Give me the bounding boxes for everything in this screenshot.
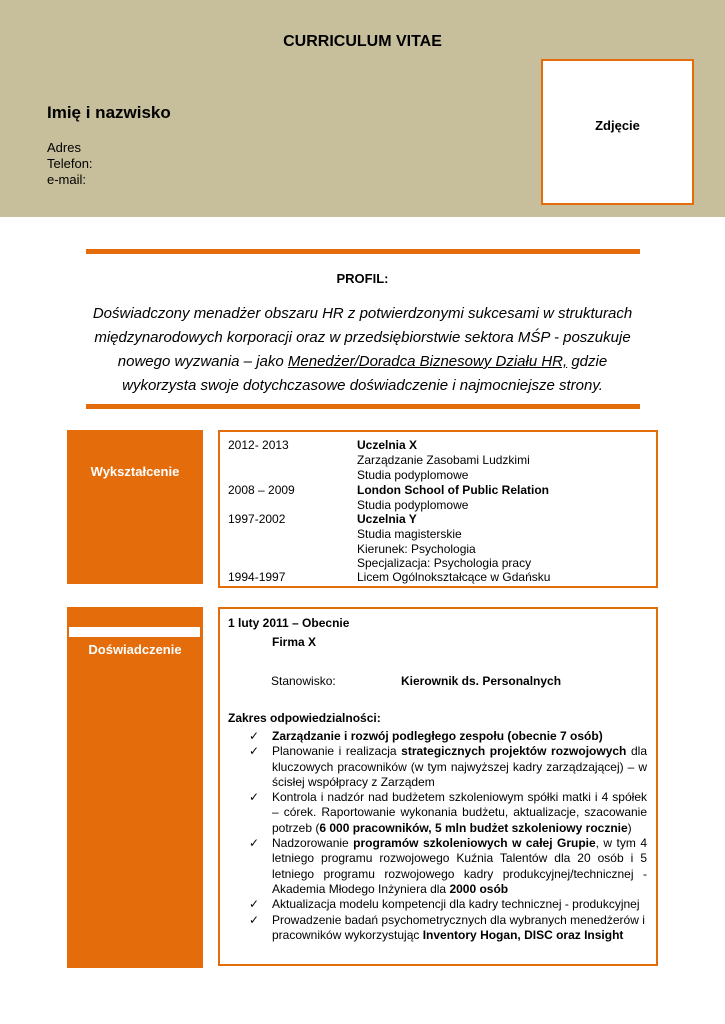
duties-list (245, 729, 647, 943)
education-school: Uczelnia Y (357, 512, 417, 526)
duty-text: dla kluczowych pracowników (w tym najwyższej kadry zarządzającej) – w ścisłej współpracy z Zarządem (272, 744, 647, 789)
duty-text: Prowadzenie badań psychometrycznych dla wybranych menedżerów i pracowników wykorzystując (272, 912, 645, 942)
duty-text: Zarządzanie i rozwój podległego zespołu (obecnie 7 osób) (272, 729, 603, 743)
position-value: Kierownik ds. Personalnych (401, 674, 562, 688)
education-detail: Specjalizacja: Psychologia pracy (357, 556, 532, 570)
phone-label: Telefon: (47, 156, 93, 171)
duty-item (245, 790, 647, 836)
education-school: London School of Public Relation (357, 483, 549, 497)
duty-text-bold: 6 000 pracowników, 5 mln budżet szkoleniowy rocznie (319, 820, 628, 835)
check-icon: ✓ (249, 790, 260, 805)
duty-text-bold: programów szkoleniowych w całej Grupie (353, 836, 596, 851)
check-icon: ✓ (249, 744, 260, 759)
profile-text-target-role: Menedżer/Doradca Biznesowy Działu HR, (287, 353, 568, 370)
experience-company: Firma X (272, 635, 317, 649)
education-date: 2008 – 2009 (228, 483, 295, 497)
duties-heading: Zakres odpowiedzialności: (228, 711, 381, 725)
experience-period: 1 luty 2011 – Obecnie (228, 616, 350, 630)
photo-placeholder (541, 59, 694, 205)
address-label: Adres (47, 140, 81, 155)
candidate-name: Imię i nazwisko (47, 103, 171, 122)
experience-side-panel (67, 607, 203, 968)
duty-text-bold: 2000 osób (449, 881, 509, 896)
duty-text-bold: Inventory Hogan, DISC oraz Insight (422, 927, 624, 942)
photo-label: Zdjęcie (595, 118, 640, 133)
duty-text: Planowanie i realizacja (272, 744, 402, 759)
duty-text: , w tym 4 letniego programu rozwojowego Kuźnia Talentów dla 20 osób i 5 letniego programu rozwojowego kadry produkcyjnej/technicznej - Akademia Młodego Inżyniera dla (272, 836, 647, 896)
experience-side-stripe (69, 627, 200, 637)
check-icon: ✓ (249, 729, 260, 743)
education-school: Licem Ogólnokształcące w Gdańsku (357, 570, 551, 584)
duty-item (245, 897, 647, 912)
profile-heading: PROFIL: (336, 271, 389, 286)
duty-item (245, 729, 647, 744)
divider-top (86, 249, 640, 254)
check-icon: ✓ (249, 836, 260, 851)
profile-text-part: gdzie wykorzysta swoje dotychczasowe doświadczenie i najmocniejsze strony. (122, 353, 608, 394)
education-label: Wykształcenie (90, 464, 180, 479)
header-band (0, 0, 725, 217)
divider-bottom (86, 404, 640, 409)
position-label: Stanowisko: (271, 674, 336, 688)
education-date: 2012- 2013 (228, 438, 289, 452)
duty-text: Nadzorowanie (272, 836, 354, 851)
duty-text: Kontrola i nadzór nad budżetem szkoleniowym spółki matki i 4 spółek – córek. Raportowanie wykonania budżetu, aktualizacje, szacowanie potrzeb ( (272, 790, 647, 835)
education-side-panel (67, 430, 203, 584)
document-title: CURRICULUM VITAE (283, 33, 442, 50)
check-icon: ✓ (249, 897, 260, 912)
education-school: Uczelnia X (357, 438, 418, 452)
email-label: e-mail: (47, 172, 87, 187)
education-detail: Studia podyplomowe (357, 468, 469, 482)
duty-item (245, 744, 647, 790)
education-detail: Studia podyplomowe (357, 498, 469, 512)
check-icon: ✓ (249, 912, 260, 927)
education-detail: Kierunek: Psychologia (357, 542, 476, 556)
duty-text: ) (627, 820, 632, 835)
education-date: 1997-2002 (228, 512, 286, 526)
duty-text: Aktualizacja modelu kompetencji dla kadry technicznej - produkcyjnej (272, 897, 640, 912)
duty-item (245, 836, 647, 897)
education-detail: Studia magisterskie (357, 527, 462, 541)
duty-text-bold: strategicznych projektów rozwojowych (401, 744, 627, 759)
profile-text-part: Doświadczony menadżer obszaru HR z potwierdzonymi sukcesami w strukturach międzynarodowych korporacji oraz w przedsiębiorstwie sektora MŚP - poszukuje nowego wyzwania – jako (92, 305, 633, 370)
profile-text (80, 302, 645, 398)
duty-item (245, 913, 647, 944)
education-date: 1994-1997 (228, 570, 286, 584)
experience-label: Doświadczenie (88, 642, 182, 657)
education-detail: Zarządzanie Zasobami Ludzkimi (357, 453, 530, 467)
